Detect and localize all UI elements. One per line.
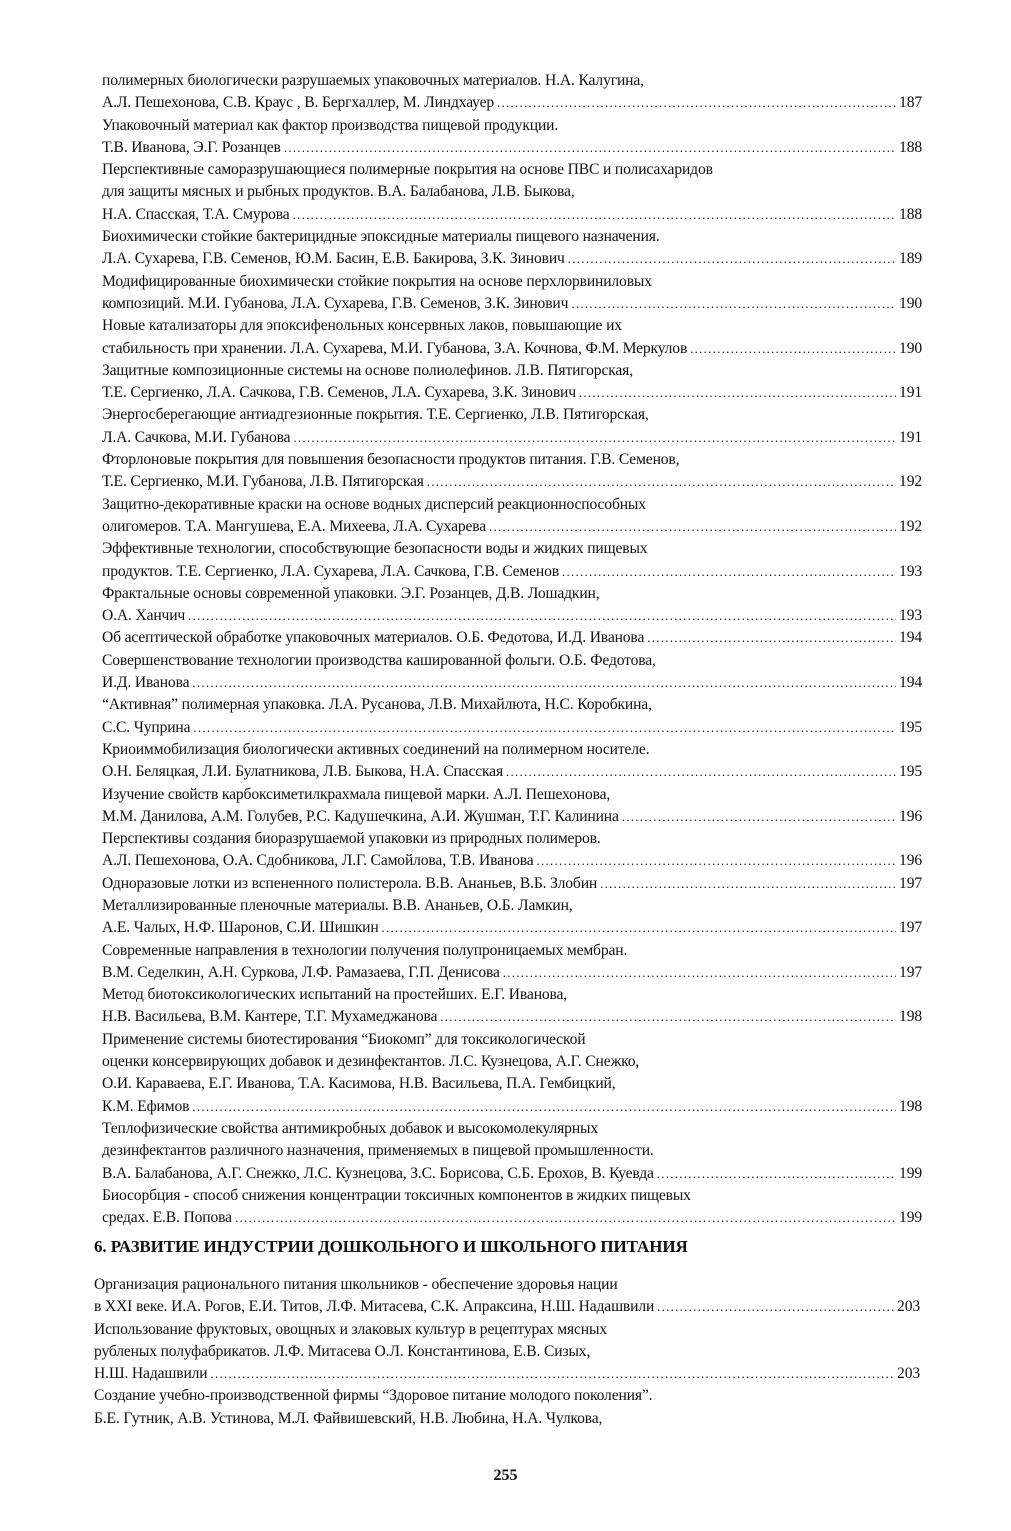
toc-entry-text: М.М. Данилова, А.М. Голубев, Р.С. Кадушечкина, А.И. Жушман, Т.Г. Калинина	[102, 807, 619, 825]
toc-page-number: 190	[899, 339, 922, 357]
toc-entry-text: О.Н. Беляцкая, Л.И. Булатникова, Л.В. Быкова, Н.А. Спасская	[102, 763, 503, 781]
toc-entry	[102, 650, 922, 695]
toc-page-number: 196	[899, 852, 922, 870]
toc-entry-authors	[94, 1363, 920, 1385]
toc-entry	[102, 1118, 922, 1185]
dot-leader	[210, 1363, 894, 1385]
toc-entry-authors	[102, 761, 922, 783]
toc-section-6	[94, 1274, 920, 1430]
toc-entry-line: Защитные композиционные системы на основе полиолефинов. Л.В. Пятигорская,	[102, 361, 633, 379]
toc-entry-authors	[102, 338, 922, 360]
toc-entry	[94, 1274, 920, 1319]
toc-page-number: 188	[899, 138, 922, 156]
toc-entry-authors	[102, 92, 922, 114]
dot-leader	[568, 248, 896, 270]
toc-entry	[94, 1385, 920, 1430]
dot-leader	[497, 92, 896, 114]
toc-entry-text: Одноразовые лотки из вспененного полистерола. В.В. Ананьев, В.Б. Злобин	[102, 874, 598, 892]
toc-entry-authors	[102, 717, 922, 739]
toc-page-number: 191	[899, 428, 922, 446]
toc-entry-text: Т.Е. Сергиенко, Л.А. Сачкова, Г.В. Семенов, Л.А. Сухарева, З.К. Зинович	[102, 384, 576, 402]
toc-entry-line: Энергосберегающие антиадгезионные покрытия. Т.Е. Сергиенко, Л.В. Пятигорская,	[102, 406, 649, 424]
toc-entry-line: Совершенствование технологии производства кашированной фольги. О.Б. Федотова,	[102, 651, 656, 669]
toc-entry-text: стабильность при хранении. Л.А. Сухарева, М.И. Губанова, З.А. Кочнова, Ф.М. Меркулов	[102, 339, 688, 357]
dot-leader	[503, 962, 896, 984]
dot-leader	[192, 1096, 896, 1118]
dot-leader	[600, 873, 896, 895]
toc-entry-authors	[102, 248, 922, 270]
toc-entry-authors	[102, 850, 922, 872]
toc-entry-line: Метод биотоксикологических испытаний на простейших. Е.Г. Иванова,	[102, 986, 568, 1004]
toc-page-number: 193	[899, 607, 922, 625]
toc-entry	[102, 315, 922, 360]
toc-entry	[102, 70, 922, 115]
toc-page-number: 203	[897, 1298, 920, 1316]
toc-entry-line: Изучение свойств карбоксиметилкрахмала пищевой марки. А.Л. Пешехонова,	[102, 785, 611, 803]
toc-entry-line: Фторлоновые покрытия для повышения безопасности продуктов питания. Г.В. Семенов,	[102, 451, 680, 469]
toc-entry-authors	[102, 204, 922, 226]
toc-entry-line: Современные направления в технологии получения полупроницаемых мембран.	[102, 941, 628, 959]
toc-page-number: 197	[899, 919, 922, 937]
dot-leader	[657, 1163, 896, 1185]
toc-entry-authors	[102, 1096, 922, 1118]
toc-entry	[102, 449, 922, 494]
toc-page-number: 195	[899, 718, 922, 736]
toc-entry-text: А.Л. Пешехонова, О.А. Сдобникова, Л.Г. Самойлова, Т.В. Иванова	[102, 852, 534, 870]
toc-entry-authors	[102, 1163, 922, 1185]
toc-entry-line: рубленых полуфабрикатов. Л.Ф. Митасева О.Л. Константинова, Е.В. Сизых,	[94, 1342, 591, 1360]
toc-entry-text: А.Л. Пешехонова, С.В. Краус , В. Бергхаллер, М. Линдхауер	[102, 94, 495, 112]
toc-entry-line: Б.Е. Гутник, А.В. Устинова, М.Л. Файвишевский, Н.В. Любина, Н.А. Чулкова,	[94, 1409, 603, 1427]
toc-entry-text: Л.А. Сачкова, М.И. Губанова	[102, 428, 291, 446]
dot-leader	[690, 338, 896, 360]
toc-entry-text: Об асептической обработке упаковочных материалов. О.Б. Федотова, И.Д. Иванова	[102, 629, 645, 647]
toc-entry-text: С.С. Чуприна	[102, 718, 191, 736]
toc-entry	[102, 115, 922, 160]
dot-leader	[293, 427, 896, 449]
toc-page-number: 203	[897, 1365, 920, 1383]
toc-entry-line: Модифицированные биохимически стойкие покрытия на основе перхлорвиниловых	[102, 272, 652, 290]
toc-entry	[102, 828, 922, 873]
toc-entry-text: Н.А. Спасская, Т.А. Смурова	[102, 205, 290, 223]
toc-entry	[102, 895, 922, 940]
toc-entry-line: Биохимически стойкие бактерицидные эпоксидные материалы пищевого назначения.	[102, 228, 660, 246]
toc-entry-text: олигомеров. Т.А. Мангушева, Е.А. Михеева, Л.А. Сухарева	[102, 517, 487, 535]
toc-entry-authors	[102, 471, 922, 493]
dot-leader	[193, 717, 896, 739]
page-number: 255	[493, 1467, 518, 1484]
toc-page-number: 194	[899, 674, 922, 692]
toc-page-number: 190	[899, 294, 922, 312]
toc-entry	[102, 627, 922, 649]
toc-entry-text: продуктов. Т.Е. Сергиенко, Л.А. Сухарева, Л.А. Сачкова, Г.В. Семенов	[102, 562, 559, 580]
toc-entry-authors	[102, 806, 922, 828]
toc-entry-text: Л.А. Сухарева, Г.В. Семенов, Ю.М. Басин, Е.В. Бакирова, З.К. Зинович	[102, 250, 565, 268]
toc-entry-line: “Активная” полимерная упаковка. Л.А. Русанова, Л.В. Михайлюта, Н.С. Коробкина,	[102, 696, 652, 714]
toc-entry-authors	[102, 516, 922, 538]
dot-leader	[440, 1006, 896, 1028]
toc-entry-authors	[102, 137, 922, 159]
toc-entry-authors	[102, 1006, 922, 1028]
dot-leader	[562, 561, 896, 583]
toc-entry-authors	[102, 427, 922, 449]
toc-entry-line: Использование фруктовых, овощных и злаковых культур в рецептурах мясных	[94, 1320, 607, 1338]
toc-entry-authors	[102, 561, 922, 583]
toc-entry-authors	[102, 672, 922, 694]
toc-section-5	[102, 70, 922, 1229]
toc-page-number: 198	[899, 1008, 922, 1026]
toc-entry-line: О.И. Караваева, Е.Г. Иванова, Т.А. Касимова, Н.В. Васильева, П.А. Гембицкий,	[102, 1075, 616, 1093]
toc-entry-authors	[102, 627, 922, 649]
toc-page-number: 187	[899, 94, 922, 112]
toc-entry-line: для защиты мясных и рыбных продуктов. В.А. Балабанова, Л.В. Быкова,	[102, 183, 575, 201]
dot-leader	[489, 516, 896, 538]
toc-entry-authors	[102, 382, 922, 404]
toc-entry-line: Биосорбция - способ снижения концентрации токсичных компонентов в жидких пищевых	[102, 1186, 691, 1204]
toc-entry-text: Н.Ш. Надашвили	[94, 1365, 208, 1383]
toc-page-number: 192	[899, 473, 922, 491]
dot-leader	[284, 137, 896, 159]
toc-page-number: 199	[899, 1164, 922, 1182]
toc-page-number: 197	[899, 874, 922, 892]
dot-leader	[571, 293, 896, 315]
toc-entry	[102, 226, 922, 271]
toc-entry-line: Эффективные технологии, способствующие безопасности воды и жидких пищевых	[102, 540, 648, 558]
toc-entry-line: Защитно-декоративные краски на основе водных дисперсий реакционноспособных	[102, 495, 646, 513]
toc-entry	[102, 739, 922, 784]
toc-entry	[102, 159, 922, 226]
dot-leader	[657, 1296, 894, 1318]
toc-entry	[102, 583, 922, 628]
toc-entry	[102, 940, 922, 985]
toc-entry	[102, 494, 922, 539]
toc-entry-line: Применение системы биотестирования “Биокомп” для токсикологической	[102, 1030, 586, 1048]
toc-entry-text: В.А. Балабанова, А.Г. Снежко, Л.С. Кузнецова, З.С. Борисова, С.Б. Ерохов, В. Куевда	[102, 1164, 654, 1182]
dot-leader	[235, 1207, 896, 1229]
toc-entry	[102, 984, 922, 1029]
toc-entry-line: Организация рационального питания школьников - обеспечение здоровья нации	[94, 1276, 618, 1293]
toc-page-number: 195	[899, 763, 922, 781]
toc-entry-text: средах. Е.В. Попова	[102, 1209, 232, 1227]
dot-leader	[188, 605, 896, 627]
dot-leader	[579, 382, 896, 404]
toc-entry-text: О.А. Ханчич	[102, 607, 186, 625]
toc-entry-line: дезинфектантов различного назначения, применяемых в пищевой промышленности.	[102, 1142, 654, 1160]
toc-entry-text: Н.В. Васильева, В.М. Кантере, Т.Г. Мухамеджанова	[102, 1008, 438, 1026]
dot-leader	[382, 917, 897, 939]
toc-entry-text: А.Е. Чалых, Н.Ф. Шаронов, С.И. Шишкин	[102, 919, 379, 937]
toc-entry	[102, 538, 922, 583]
toc-entry-text: Т.В. Иванова, Э.Г. Розанцев	[102, 138, 281, 156]
toc-entry	[102, 784, 922, 829]
dot-leader	[506, 761, 896, 783]
toc-entry	[102, 271, 922, 316]
toc-entry	[102, 404, 922, 449]
toc-entry-line: Создание учебно-производственной фирмы “Здоровое питание молодого поколения”.	[94, 1387, 653, 1405]
toc-page-number: 197	[899, 963, 922, 981]
dot-leader	[537, 850, 897, 872]
toc-entry-text: в XXI веке. И.А. Рогов, Е.И. Титов, Л.Ф. Митасева, С.К. Апраксина, Н.Ш. Надашвили	[94, 1298, 655, 1316]
toc-entry-line: Новые катализаторы для эпоксифенольных консервных лаков, повышающие их	[102, 317, 622, 335]
toc-entry-line: Фрактальные основы современной упаковки. Э.Г. Розанцев, Д.В. Лошадкин,	[102, 584, 600, 602]
toc-entry-text: В.М. Седелкин, А.Н. Суркова, Л.Ф. Рамазаева, Г.П. Денисова	[102, 963, 500, 981]
toc-entry	[102, 873, 922, 895]
toc-page-number: 192	[899, 517, 922, 535]
toc-page-number: 188	[899, 205, 922, 223]
toc-entry-authors	[102, 1207, 922, 1229]
section-6-heading: 6. РАЗВИТИЕ ИНДУСТРИИ ДОШКОЛЬНОГО И ШКОЛЬНОГО ПИТАНИЯ	[94, 1237, 688, 1256]
toc-entry-line: Упаковочный материал как фактор производства пищевой продукции.	[102, 116, 559, 134]
toc-page-number: 194	[899, 629, 922, 647]
toc-entry-text: И.Д. Иванова	[102, 674, 190, 692]
toc-entry-authors	[102, 293, 922, 315]
toc-entry	[102, 360, 922, 405]
dot-leader	[622, 806, 896, 828]
toc-entry-line: Криоиммобилизация биологически активных соединений на полимерном носителе.	[102, 740, 650, 758]
toc-entry-line: Теплофизические свойства антимикробных добавок и высокомолекулярных	[102, 1119, 598, 1137]
toc-page-number: 199	[899, 1209, 922, 1227]
toc-entry-line: оценки консервирующих добавок и дезинфектантов. Л.С. Кузнецова, А.Г. Снежко,	[102, 1053, 640, 1071]
toc-entry	[102, 694, 922, 739]
toc-entry-line: Перспективные саморазрушающиеся полимерные покрытия на основе ПВС и полисахаридов	[102, 161, 713, 179]
toc-page-number: 196	[899, 807, 922, 825]
toc-entry-authors	[102, 962, 922, 984]
toc-entry-line: Металлизированные пленочные материалы. В.В. Ананьев, О.Б. Ламкин,	[102, 896, 573, 914]
toc-page-number: 193	[899, 562, 922, 580]
toc-page-number: 189	[899, 250, 922, 268]
toc-entry-authors	[102, 605, 922, 627]
toc-entry-authors	[102, 917, 922, 939]
toc-entry-authors	[102, 873, 922, 895]
toc-entry-text: К.М. Ефимов	[102, 1097, 190, 1115]
dot-leader	[647, 627, 896, 649]
dot-leader	[427, 471, 896, 493]
toc-entry-authors	[94, 1296, 920, 1318]
toc-entry	[102, 1185, 922, 1230]
toc-entry	[94, 1319, 920, 1386]
toc-entry-line: полимерных биологически разрушаемых упаковочных материалов. Н.А. Калугина,	[102, 72, 644, 89]
toc-entry-text: композиций. М.И. Губанова, Л.А. Сухарева, Г.В. Семенов, З.К. Зинович	[102, 294, 569, 312]
toc-page-number: 191	[899, 384, 922, 402]
toc-entry-line: Перспективы создания биоразрушаемой упаковки из природных полимеров.	[102, 830, 601, 848]
dot-leader	[293, 204, 896, 226]
toc-entry	[102, 1029, 922, 1118]
toc-entry-text: Т.Е. Сергиенко, М.И. Губанова, Л.В. Пятигорская	[102, 473, 424, 491]
toc-page-number: 198	[899, 1097, 922, 1115]
dot-leader	[192, 672, 896, 694]
